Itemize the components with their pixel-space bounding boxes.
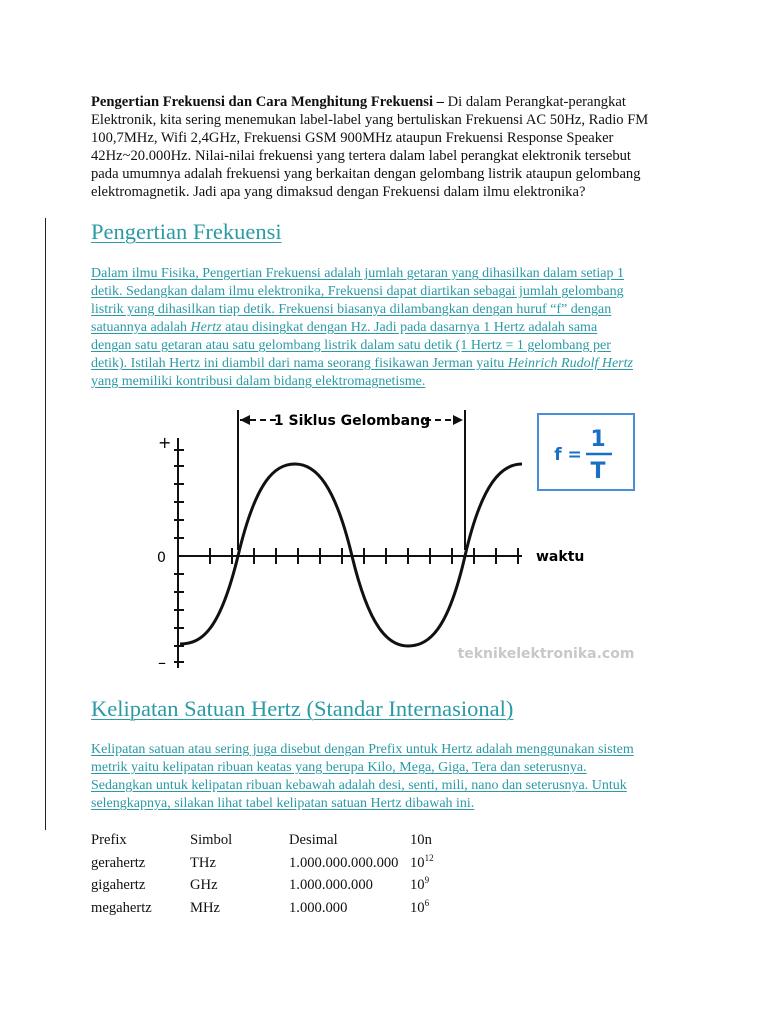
cell-decimal: 1.000.000	[289, 899, 348, 916]
section-heading-kelipatan[interactable]: Kelipatan Satuan Hertz (Standar Internasional)	[91, 696, 514, 721]
table-header-row	[91, 832, 434, 855]
arrow-right-icon	[453, 415, 463, 425]
intro-line: 100,7MHz, Wifi 2,4GHz, Frekuensi GSM 900MHz ataupun Frekuensi Response Speaker	[91, 130, 614, 146]
y-minus-label: –	[158, 653, 166, 672]
paragraph-line: selengkapnya, silakan lihat tabel kelipatan satuan Hertz dibawah ini.	[91, 796, 475, 811]
cell-power: $10^{12}$	[410, 852, 434, 871]
paragraph-line: metrik yaitu kelipatan ribuan keatas yang berupa Kilo, Mega, Giga, Tera dan seterusnya.	[91, 760, 587, 775]
cell-power: $10^6$	[410, 897, 430, 916]
x-axis-label: waktu	[536, 549, 585, 565]
hertz-italic: Hertz	[190, 320, 222, 335]
cell-decimal: 1.000.000.000	[289, 877, 373, 893]
paragraph-line: Sedangkan untuk kelipatan ribuan kebawah adalah desi, senti, mili, nano dan seterusnya. Untuk	[91, 778, 627, 793]
table-row	[91, 900, 434, 923]
intro-bold-lead: Pengertian Frekuensi dan Cara Menghitung Frekuensi –	[91, 94, 444, 110]
intro-line: 42Hz~20.000Hz. Nilai-nilai frekuensi yang tertera dalam label perangkat elektronik tersebut	[91, 148, 631, 164]
y-plus-label: +	[158, 433, 172, 452]
paragraph-line: satuannya adalah Hertz atau disingkat dengan Hz. Jadi pada dasarnya 1 Hertz adalah sama	[91, 320, 598, 335]
paragraph-line: detik). Istilah Hertz ini diambil dari nama seorang fisikawan Jerman yaitu Heinrich Rudolf Hertz	[91, 356, 633, 371]
header-power: 10n	[410, 832, 432, 848]
cell-prefix: gigahertz	[91, 877, 146, 893]
intro-paragraph	[91, 93, 691, 201]
formula-denominator: T	[590, 459, 606, 484]
intro-line: pada umumnya adalah frekuensi yang berkaitan dengan gelombang listrik ataupun gelombang	[91, 166, 641, 182]
paragraph-line: yang memiliki kontribusi dalam bidang elektromagnetisme.	[91, 374, 426, 389]
formula-f: f =	[554, 445, 582, 465]
watermark: teknikelektronika.com	[457, 646, 635, 662]
formula-box	[538, 414, 634, 490]
paragraph-line: Dalam ilmu Fisika, Pengertian Frekuensi adalah jumlah getaran yang dihasilkan dalam setiap 1	[91, 266, 625, 281]
cell-prefix: megahertz	[91, 899, 152, 916]
paragraph-line: detik. Sedangkan dalam ilmu elektronika, Frekuensi dapat diartikan sebagai jumlah gelombang	[91, 284, 624, 299]
arrow-left-icon	[240, 415, 250, 425]
cell-power: $10^9$	[410, 875, 430, 893]
cell-symbol: MHz	[190, 899, 220, 916]
header-prefix: Prefix	[91, 832, 127, 848]
cycle-label: 1 Siklus Gelombang	[273, 413, 431, 429]
cell-symbol: THz	[190, 854, 216, 871]
sine-wave-figure	[140, 400, 660, 680]
cell-decimal: 1.000.000.000.000	[289, 854, 399, 871]
heinrich-hertz-italic: Heinrich Rudolf Hertz	[507, 356, 633, 371]
section2-paragraph[interactable]	[91, 741, 691, 813]
header-decimal: Desimal	[289, 832, 338, 848]
intro-line: Di dalam Perangkat-perangkat	[443, 94, 626, 110]
table-row	[91, 855, 434, 878]
paragraph-line: dengan satu getaran atau satu gelombang listrik dalam satu detik (1 Hertz = 1 gelombang per	[91, 338, 611, 353]
y-zero-label: 0	[157, 550, 166, 566]
paragraph-line: listrik yang dihasilkan tiap detik. Frekuensi biasanya dilambangkan dengan huruf “f” dengan	[91, 302, 612, 317]
cell-symbol: GHz	[190, 877, 218, 893]
intro-line: Elektronik, kita sering menemukan label-label yang bertuliskan Frekuensi AC 50Hz, Radio FM	[91, 112, 649, 128]
margin-line	[45, 218, 46, 830]
section1-paragraph[interactable]	[91, 265, 691, 391]
formula-numerator: 1	[590, 427, 606, 452]
section-heading-pengertian[interactable]: Pengertian Frekuensi	[91, 219, 282, 244]
intro-line: elektromagnetik. Jadi apa yang dimaksud dengan Frekuensi dalam ilmu elektronika?	[91, 184, 586, 200]
header-symbol: Simbol	[190, 832, 233, 848]
cell-prefix: gerahertz	[91, 854, 146, 871]
prefix-table	[91, 832, 434, 922]
paragraph-line: Kelipatan satuan atau sering juga disebut dengan Prefix untuk Hertz adalah menggunakan sistem	[91, 742, 634, 757]
table-row	[91, 877, 434, 900]
